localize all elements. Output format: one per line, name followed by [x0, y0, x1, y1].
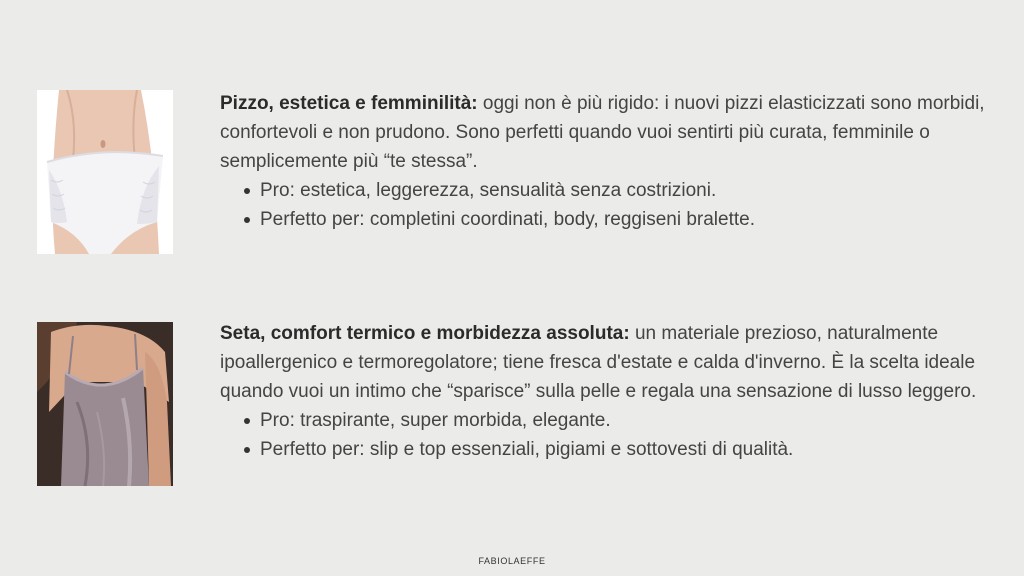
section-pizzo-text: [220, 89, 990, 234]
section-pizzo-paragraph: [220, 89, 990, 176]
silk-camisole-illustration: [37, 322, 173, 486]
section-seta-heading: Seta, comfort termico e morbidezza assoluta:: [220, 323, 630, 344]
section-pizzo-heading: Pizzo, estetica e femminilità:: [220, 93, 478, 114]
section-pizzo-bullets: [220, 176, 990, 234]
bullet-item: Perfetto per: completini coordinati, body, reggiseni bralette.: [260, 205, 990, 234]
silk-camisole-photo: [37, 322, 173, 486]
footer-brand: FABIOLAEFFE: [478, 556, 546, 566]
section-seta-paragraph: [220, 319, 990, 406]
bullet-item: Pro: estetica, leggerezza, sensualità senza costrizioni.: [260, 176, 990, 205]
lace-underwear-illustration: [37, 90, 173, 254]
lace-underwear-photo: [37, 90, 173, 254]
bullet-item: Perfetto per: slip e top essenziali, pigiami e sottovesti di qualità.: [260, 435, 990, 464]
section-seta-bullets: [220, 406, 990, 464]
section-seta-text: [220, 319, 990, 464]
bullet-item: Pro: traspirante, super morbida, elegante.: [260, 406, 990, 435]
section-pizzo-body: oggi non è più rigido: i nuovi pizzi elasticizzati sono morbidi, confortevoli e non prudono. Sono perfetti quando vuoi sentirti più curata, femminile o semplicemente più “te stessa”.: [220, 93, 985, 172]
section-seta-body: un materiale prezioso, naturalmente ipoallergenico e termoregolatore; tiene fresca d'estate e calda d'inverno. È la scelta ideale quando vuoi un intimo che “sparisce” sulla pelle e regala una sensazione di lusso leggero.: [220, 323, 977, 402]
